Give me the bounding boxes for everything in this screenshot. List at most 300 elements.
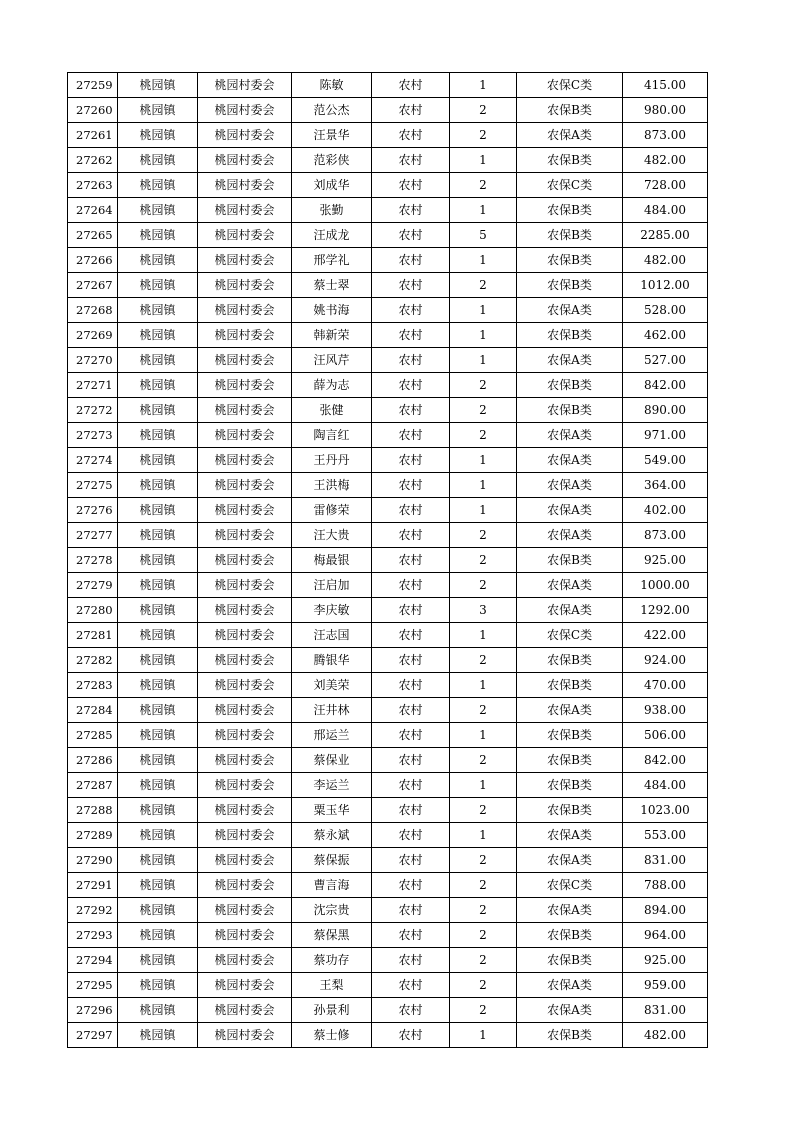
row-id-cell: 27293 [68, 923, 118, 948]
table-row [68, 873, 708, 898]
village-committee-cell: 桃园村委会 [198, 573, 292, 598]
village-committee-cell: 桃园村委会 [198, 623, 292, 648]
household-type-cell: 农村 [372, 373, 450, 398]
village-committee-cell: 桃园村委会 [198, 598, 292, 623]
amount-cell: 831.00 [623, 998, 708, 1023]
member-count-cell: 1 [450, 248, 517, 273]
amount-cell: 549.00 [623, 448, 708, 473]
household-type-cell: 农村 [372, 723, 450, 748]
insurance-category-cell: 农保C类 [517, 73, 623, 98]
town-cell: 桃园镇 [118, 823, 198, 848]
member-count-cell: 2 [450, 373, 517, 398]
insurance-category-cell: 农保A类 [517, 448, 623, 473]
table-row [68, 448, 708, 473]
member-count-cell: 1 [450, 473, 517, 498]
amount-cell: 980.00 [623, 98, 708, 123]
household-type-cell: 农村 [372, 298, 450, 323]
row-id-cell: 27261 [68, 123, 118, 148]
insurance-category-cell: 农保B类 [517, 648, 623, 673]
table-row [68, 748, 708, 773]
amount-cell: 873.00 [623, 123, 708, 148]
insurance-category-cell: 农保B类 [517, 773, 623, 798]
household-type-cell: 农村 [372, 848, 450, 873]
table-row [68, 773, 708, 798]
person-name-cell: 王洪梅 [292, 473, 372, 498]
insurance-category-cell: 农保B类 [517, 673, 623, 698]
row-id-cell: 27267 [68, 273, 118, 298]
household-type-cell: 农村 [372, 1023, 450, 1048]
member-count-cell: 1 [450, 498, 517, 523]
row-id-cell: 27275 [68, 473, 118, 498]
member-count-cell: 2 [450, 798, 517, 823]
village-committee-cell: 桃园村委会 [198, 523, 292, 548]
town-cell: 桃园镇 [118, 723, 198, 748]
table-row [68, 1023, 708, 1048]
row-id-cell: 27294 [68, 948, 118, 973]
member-count-cell: 2 [450, 523, 517, 548]
member-count-cell: 1 [450, 323, 517, 348]
person-name-cell: 蔡保黑 [292, 923, 372, 948]
member-count-cell: 2 [450, 573, 517, 598]
village-committee-cell: 桃园村委会 [198, 673, 292, 698]
row-id-cell: 27269 [68, 323, 118, 348]
member-count-cell: 1 [450, 73, 517, 98]
table-row [68, 298, 708, 323]
insurance-category-cell: 农保A类 [517, 348, 623, 373]
household-type-cell: 农村 [372, 773, 450, 798]
village-committee-cell: 桃园村委会 [198, 973, 292, 998]
table-row [68, 648, 708, 673]
town-cell: 桃园镇 [118, 98, 198, 123]
insurance-category-cell: 农保B类 [517, 798, 623, 823]
row-id-cell: 27289 [68, 823, 118, 848]
member-count-cell: 2 [450, 648, 517, 673]
amount-cell: 527.00 [623, 348, 708, 373]
person-name-cell: 王梨 [292, 973, 372, 998]
town-cell: 桃园镇 [118, 848, 198, 873]
table-row [68, 573, 708, 598]
person-name-cell: 蔡功存 [292, 948, 372, 973]
member-count-cell: 2 [450, 973, 517, 998]
town-cell: 桃园镇 [118, 473, 198, 498]
row-id-cell: 27259 [68, 73, 118, 98]
table-row [68, 548, 708, 573]
beneficiary-table [67, 72, 708, 1048]
household-type-cell: 农村 [372, 448, 450, 473]
insurance-category-cell: 农保B类 [517, 373, 623, 398]
table-row [68, 798, 708, 823]
town-cell: 桃园镇 [118, 173, 198, 198]
person-name-cell: 张勤 [292, 198, 372, 223]
amount-cell: 2285.00 [623, 223, 708, 248]
insurance-category-cell: 农保B类 [517, 923, 623, 948]
insurance-category-cell: 农保B类 [517, 98, 623, 123]
household-type-cell: 农村 [372, 498, 450, 523]
village-committee-cell: 桃园村委会 [198, 998, 292, 1023]
member-count-cell: 1 [450, 723, 517, 748]
member-count-cell: 1 [450, 823, 517, 848]
village-committee-cell: 桃园村委会 [198, 473, 292, 498]
table-row [68, 398, 708, 423]
amount-cell: 964.00 [623, 923, 708, 948]
household-type-cell: 农村 [372, 548, 450, 573]
town-cell: 桃园镇 [118, 73, 198, 98]
row-id-cell: 27262 [68, 148, 118, 173]
table-row [68, 998, 708, 1023]
person-name-cell: 孙景利 [292, 998, 372, 1023]
household-type-cell: 农村 [372, 273, 450, 298]
insurance-category-cell: 农保A类 [517, 523, 623, 548]
village-committee-cell: 桃园村委会 [198, 823, 292, 848]
amount-cell: 1292.00 [623, 598, 708, 623]
member-count-cell: 2 [450, 873, 517, 898]
person-name-cell: 汪井林 [292, 698, 372, 723]
table-row [68, 723, 708, 748]
person-name-cell: 范公杰 [292, 98, 372, 123]
household-type-cell: 农村 [372, 973, 450, 998]
village-committee-cell: 桃园村委会 [198, 373, 292, 398]
village-committee-cell: 桃园村委会 [198, 298, 292, 323]
insurance-category-cell: 农保B类 [517, 548, 623, 573]
table-row [68, 698, 708, 723]
table-row [68, 73, 708, 98]
insurance-category-cell: 农保B类 [517, 148, 623, 173]
row-id-cell: 27273 [68, 423, 118, 448]
household-type-cell: 农村 [372, 248, 450, 273]
town-cell: 桃园镇 [118, 348, 198, 373]
table-row [68, 498, 708, 523]
table-row [68, 123, 708, 148]
town-cell: 桃园镇 [118, 148, 198, 173]
person-name-cell: 邢学礼 [292, 248, 372, 273]
member-count-cell: 2 [450, 748, 517, 773]
amount-cell: 938.00 [623, 698, 708, 723]
row-id-cell: 27271 [68, 373, 118, 398]
household-type-cell: 农村 [372, 223, 450, 248]
household-type-cell: 农村 [372, 573, 450, 598]
town-cell: 桃园镇 [118, 398, 198, 423]
village-committee-cell: 桃园村委会 [198, 198, 292, 223]
member-count-cell: 1 [450, 773, 517, 798]
town-cell: 桃园镇 [118, 498, 198, 523]
household-type-cell: 农村 [372, 148, 450, 173]
town-cell: 桃园镇 [118, 698, 198, 723]
town-cell: 桃园镇 [118, 1023, 198, 1048]
table-row [68, 323, 708, 348]
person-name-cell: 粟玉华 [292, 798, 372, 823]
person-name-cell: 汪成龙 [292, 223, 372, 248]
amount-cell: 971.00 [623, 423, 708, 448]
table-row [68, 923, 708, 948]
member-count-cell: 1 [450, 448, 517, 473]
member-count-cell: 2 [450, 998, 517, 1023]
town-cell: 桃园镇 [118, 873, 198, 898]
table-row [68, 823, 708, 848]
row-id-cell: 27288 [68, 798, 118, 823]
town-cell: 桃园镇 [118, 673, 198, 698]
person-name-cell: 薛为志 [292, 373, 372, 398]
town-cell: 桃园镇 [118, 548, 198, 573]
person-name-cell: 曹言海 [292, 873, 372, 898]
row-id-cell: 27295 [68, 973, 118, 998]
village-committee-cell: 桃园村委会 [198, 723, 292, 748]
household-type-cell: 农村 [372, 998, 450, 1023]
table-row [68, 523, 708, 548]
amount-cell: 925.00 [623, 948, 708, 973]
amount-cell: 484.00 [623, 198, 708, 223]
household-type-cell: 农村 [372, 598, 450, 623]
household-type-cell: 农村 [372, 923, 450, 948]
person-name-cell: 姚书海 [292, 298, 372, 323]
village-committee-cell: 桃园村委会 [198, 323, 292, 348]
table-row [68, 373, 708, 398]
town-cell: 桃园镇 [118, 773, 198, 798]
person-name-cell: 蔡永斌 [292, 823, 372, 848]
town-cell: 桃园镇 [118, 423, 198, 448]
person-name-cell: 张健 [292, 398, 372, 423]
table-row [68, 248, 708, 273]
person-name-cell: 蔡保业 [292, 748, 372, 773]
amount-cell: 831.00 [623, 848, 708, 873]
person-name-cell: 刘美荣 [292, 673, 372, 698]
insurance-category-cell: 农保A类 [517, 598, 623, 623]
row-id-cell: 27297 [68, 1023, 118, 1048]
row-id-cell: 27274 [68, 448, 118, 473]
person-name-cell: 韩新荣 [292, 323, 372, 348]
household-type-cell: 农村 [372, 323, 450, 348]
member-count-cell: 2 [450, 923, 517, 948]
member-count-cell: 1 [450, 673, 517, 698]
member-count-cell: 2 [450, 173, 517, 198]
person-name-cell: 蔡士修 [292, 1023, 372, 1048]
member-count-cell: 2 [450, 548, 517, 573]
village-committee-cell: 桃园村委会 [198, 548, 292, 573]
town-cell: 桃园镇 [118, 298, 198, 323]
household-type-cell: 农村 [372, 648, 450, 673]
insurance-category-cell: 农保C类 [517, 173, 623, 198]
table-row [68, 273, 708, 298]
row-id-cell: 27278 [68, 548, 118, 573]
household-type-cell: 农村 [372, 173, 450, 198]
person-name-cell: 蔡士翠 [292, 273, 372, 298]
table-row [68, 348, 708, 373]
member-count-cell: 1 [450, 348, 517, 373]
insurance-category-cell: 农保B类 [517, 323, 623, 348]
town-cell: 桃园镇 [118, 998, 198, 1023]
village-committee-cell: 桃园村委会 [198, 98, 292, 123]
row-id-cell: 27292 [68, 898, 118, 923]
amount-cell: 788.00 [623, 873, 708, 898]
table-body [68, 73, 708, 1048]
row-id-cell: 27290 [68, 848, 118, 873]
town-cell: 桃园镇 [118, 373, 198, 398]
row-id-cell: 27283 [68, 673, 118, 698]
insurance-category-cell: 农保A类 [517, 823, 623, 848]
village-committee-cell: 桃园村委会 [198, 173, 292, 198]
row-id-cell: 27286 [68, 748, 118, 773]
amount-cell: 484.00 [623, 773, 708, 798]
town-cell: 桃园镇 [118, 898, 198, 923]
household-type-cell: 农村 [372, 673, 450, 698]
insurance-category-cell: 农保A类 [517, 498, 623, 523]
row-id-cell: 27277 [68, 523, 118, 548]
amount-cell: 728.00 [623, 173, 708, 198]
row-id-cell: 27280 [68, 598, 118, 623]
insurance-category-cell: 农保B类 [517, 723, 623, 748]
village-committee-cell: 桃园村委会 [198, 873, 292, 898]
member-count-cell: 1 [450, 198, 517, 223]
member-count-cell: 2 [450, 398, 517, 423]
insurance-category-cell: 农保B类 [517, 1023, 623, 1048]
table-row [68, 598, 708, 623]
table-row [68, 473, 708, 498]
household-type-cell: 农村 [372, 948, 450, 973]
insurance-category-cell: 农保A类 [517, 423, 623, 448]
member-count-cell: 2 [450, 273, 517, 298]
amount-cell: 1012.00 [623, 273, 708, 298]
household-type-cell: 农村 [372, 523, 450, 548]
person-name-cell: 蔡保振 [292, 848, 372, 873]
member-count-cell: 5 [450, 223, 517, 248]
person-name-cell: 李运兰 [292, 773, 372, 798]
household-type-cell: 农村 [372, 73, 450, 98]
amount-cell: 482.00 [623, 1023, 708, 1048]
town-cell: 桃园镇 [118, 323, 198, 348]
town-cell: 桃园镇 [118, 923, 198, 948]
amount-cell: 890.00 [623, 398, 708, 423]
table-row [68, 198, 708, 223]
table-row [68, 973, 708, 998]
table-row [68, 948, 708, 973]
insurance-category-cell: 农保A类 [517, 848, 623, 873]
village-committee-cell: 桃园村委会 [198, 73, 292, 98]
town-cell: 桃园镇 [118, 623, 198, 648]
row-id-cell: 27284 [68, 698, 118, 723]
amount-cell: 842.00 [623, 748, 708, 773]
person-name-cell: 刘成华 [292, 173, 372, 198]
village-committee-cell: 桃园村委会 [198, 798, 292, 823]
insurance-category-cell: 农保B类 [517, 248, 623, 273]
town-cell: 桃园镇 [118, 273, 198, 298]
insurance-category-cell: 农保A类 [517, 998, 623, 1023]
town-cell: 桃园镇 [118, 198, 198, 223]
table-row [68, 848, 708, 873]
member-count-cell: 2 [450, 948, 517, 973]
village-committee-cell: 桃园村委会 [198, 898, 292, 923]
amount-cell: 415.00 [623, 73, 708, 98]
person-name-cell: 腾银华 [292, 648, 372, 673]
insurance-category-cell: 农保B类 [517, 398, 623, 423]
person-name-cell: 雷修荣 [292, 498, 372, 523]
person-name-cell: 陶言红 [292, 423, 372, 448]
village-committee-cell: 桃园村委会 [198, 148, 292, 173]
village-committee-cell: 桃园村委会 [198, 448, 292, 473]
row-id-cell: 27270 [68, 348, 118, 373]
household-type-cell: 农村 [372, 823, 450, 848]
row-id-cell: 27272 [68, 398, 118, 423]
member-count-cell: 2 [450, 698, 517, 723]
village-committee-cell: 桃园村委会 [198, 748, 292, 773]
member-count-cell: 2 [450, 423, 517, 448]
insurance-category-cell: 农保B类 [517, 273, 623, 298]
insurance-category-cell: 农保A类 [517, 573, 623, 598]
household-type-cell: 农村 [372, 898, 450, 923]
village-committee-cell: 桃园村委会 [198, 273, 292, 298]
table-row [68, 673, 708, 698]
household-type-cell: 农村 [372, 348, 450, 373]
row-id-cell: 27266 [68, 248, 118, 273]
household-type-cell: 农村 [372, 123, 450, 148]
amount-cell: 924.00 [623, 648, 708, 673]
amount-cell: 506.00 [623, 723, 708, 748]
village-committee-cell: 桃园村委会 [198, 948, 292, 973]
person-name-cell: 陈敏 [292, 73, 372, 98]
village-committee-cell: 桃园村委会 [198, 123, 292, 148]
amount-cell: 482.00 [623, 148, 708, 173]
amount-cell: 364.00 [623, 473, 708, 498]
household-type-cell: 农村 [372, 748, 450, 773]
insurance-category-cell: 农保A类 [517, 123, 623, 148]
amount-cell: 402.00 [623, 498, 708, 523]
member-count-cell: 1 [450, 1023, 517, 1048]
insurance-category-cell: 农保B类 [517, 748, 623, 773]
member-count-cell: 2 [450, 123, 517, 148]
row-id-cell: 27291 [68, 873, 118, 898]
row-id-cell: 27279 [68, 573, 118, 598]
row-id-cell: 27260 [68, 98, 118, 123]
member-count-cell: 1 [450, 148, 517, 173]
person-name-cell: 范彩侠 [292, 148, 372, 173]
insurance-category-cell: 农保A类 [517, 898, 623, 923]
village-committee-cell: 桃园村委会 [198, 648, 292, 673]
table-row [68, 223, 708, 248]
village-committee-cell: 桃园村委会 [198, 398, 292, 423]
person-name-cell: 邢运兰 [292, 723, 372, 748]
member-count-cell: 1 [450, 298, 517, 323]
member-count-cell: 1 [450, 623, 517, 648]
amount-cell: 553.00 [623, 823, 708, 848]
person-name-cell: 王丹丹 [292, 448, 372, 473]
row-id-cell: 27281 [68, 623, 118, 648]
insurance-category-cell: 农保A类 [517, 698, 623, 723]
member-count-cell: 3 [450, 598, 517, 623]
amount-cell: 422.00 [623, 623, 708, 648]
row-id-cell: 27287 [68, 773, 118, 798]
town-cell: 桃园镇 [118, 798, 198, 823]
town-cell: 桃园镇 [118, 948, 198, 973]
town-cell: 桃园镇 [118, 973, 198, 998]
town-cell: 桃园镇 [118, 748, 198, 773]
village-committee-cell: 桃园村委会 [198, 223, 292, 248]
amount-cell: 462.00 [623, 323, 708, 348]
row-id-cell: 27282 [68, 648, 118, 673]
row-id-cell: 27265 [68, 223, 118, 248]
insurance-category-cell: 农保B类 [517, 948, 623, 973]
table-row [68, 898, 708, 923]
amount-cell: 842.00 [623, 373, 708, 398]
amount-cell: 482.00 [623, 248, 708, 273]
row-id-cell: 27276 [68, 498, 118, 523]
row-id-cell: 27268 [68, 298, 118, 323]
village-committee-cell: 桃园村委会 [198, 348, 292, 373]
town-cell: 桃园镇 [118, 248, 198, 273]
town-cell: 桃园镇 [118, 598, 198, 623]
village-committee-cell: 桃园村委会 [198, 698, 292, 723]
person-name-cell: 汪景华 [292, 123, 372, 148]
insurance-category-cell: 农保C类 [517, 623, 623, 648]
member-count-cell: 2 [450, 98, 517, 123]
person-name-cell: 汪大贵 [292, 523, 372, 548]
